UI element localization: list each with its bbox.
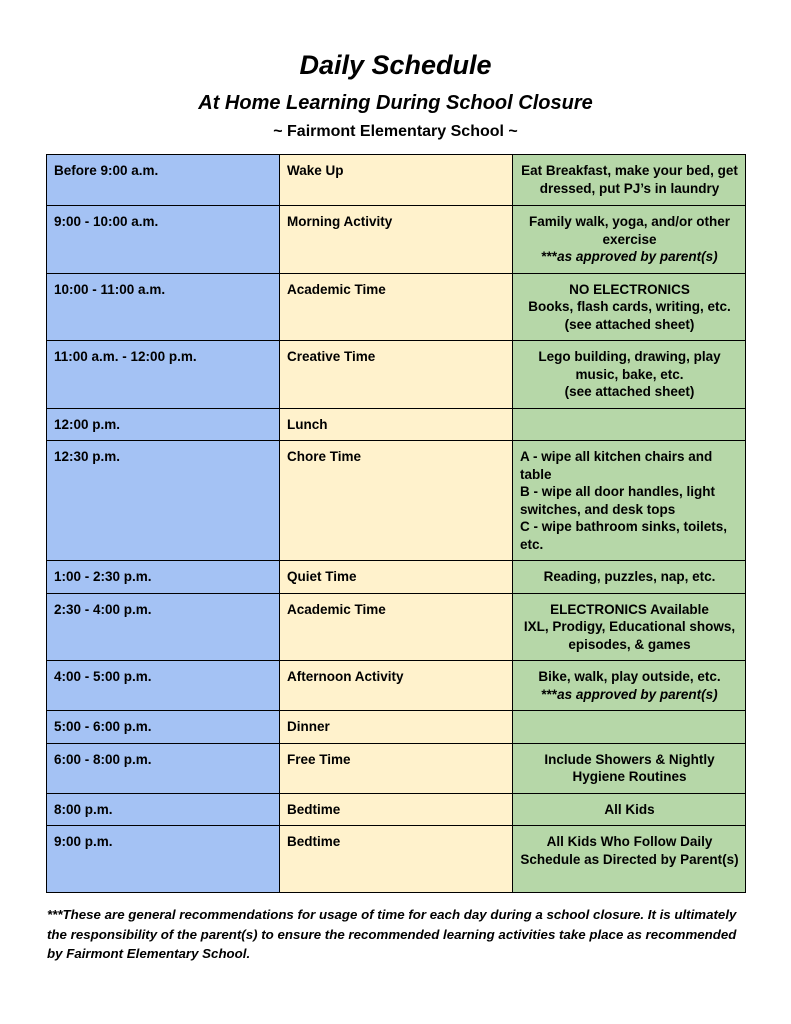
description-line: Lego building, drawing, play music, bake, etc. <box>538 349 721 382</box>
table-row <box>47 711 746 744</box>
table-row <box>47 155 746 206</box>
table-row <box>47 593 746 661</box>
time-cell: 5:00 - 6:00 p.m. <box>47 711 280 744</box>
description-line: (see attached sheet) <box>564 384 695 399</box>
description-cell <box>513 826 746 893</box>
note-prefix: *** <box>541 249 558 264</box>
description-line: (see attached sheet) <box>564 316 695 332</box>
time-cell: 8:00 p.m. <box>47 793 280 826</box>
school-name: ~ Fairmont Elementary School ~ <box>273 123 518 140</box>
activity-cell: Dinner <box>280 711 513 744</box>
activity-cell: Free Time <box>280 743 513 793</box>
table-row <box>47 661 746 711</box>
description-cell <box>513 273 746 341</box>
page-title: Daily Schedule <box>299 50 492 80</box>
description-cell <box>513 593 746 661</box>
activity-cell: Morning Activity <box>280 206 513 274</box>
description-line: Reading, puzzles, nap, etc. <box>543 569 716 584</box>
description-cell <box>513 155 746 206</box>
table-row <box>47 206 746 274</box>
table-row <box>47 561 746 594</box>
activity-cell: Academic Time <box>280 593 513 661</box>
note-text: as approved by parent(s) <box>557 249 718 264</box>
page-subtitle: At Home Learning During School Closure <box>198 92 593 114</box>
time-cell: 4:00 - 5:00 p.m. <box>47 661 280 711</box>
description-line: B - wipe all door handles, light switches, and desk tops <box>520 484 716 517</box>
schedule-table <box>46 154 746 893</box>
time-cell: 9:00 - 10:00 a.m. <box>47 206 280 274</box>
time-cell: 10:00 - 11:00 a.m. <box>47 273 280 341</box>
description-cell <box>513 711 746 744</box>
description-cell <box>513 561 746 594</box>
time-cell: 11:00 a.m. - 12:00 p.m. <box>47 341 280 409</box>
description-line: All Kids <box>604 801 655 817</box>
approval-note <box>520 248 739 266</box>
description-line: All Kids Who Follow Daily Schedule as Directed by Parent(s) <box>520 834 739 867</box>
activity-cell: Bedtime <box>280 826 513 893</box>
table-row <box>47 826 746 893</box>
approval-note <box>520 686 739 704</box>
time-cell: 9:00 p.m. <box>47 826 280 893</box>
table-row <box>47 793 746 826</box>
time-cell: 6:00 - 8:00 p.m. <box>47 743 280 793</box>
description-cell <box>513 408 746 441</box>
table-row <box>47 341 746 409</box>
time-cell: 2:30 - 4:00 p.m. <box>47 593 280 661</box>
description-line: IXL, Prodigy, Educational shows, episodes, & games <box>523 619 736 652</box>
description-line: Include Showers & Nightly Hygiene Routines <box>544 751 715 784</box>
activity-cell: Afternoon Activity <box>280 661 513 711</box>
footnote: ***These are general recommendations for usage of time for each day during a school closure. It is ultimately the responsibility of the parent(s) to ensure the recommended learning activities take place as recommended by Fairmont Elementary School. <box>47 907 737 961</box>
description-line: Books, flash cards, writing, etc. <box>528 299 731 314</box>
note-prefix: *** <box>541 686 558 702</box>
description-line: A - wipe all kitchen chairs and table <box>520 449 713 482</box>
description-line: Bike, walk, play outside, etc. <box>538 669 721 684</box>
activity-cell: Bedtime <box>280 793 513 826</box>
activity-cell: Creative Time <box>280 341 513 409</box>
description-line: C - wipe bathroom sinks, toilets, etc. <box>520 519 728 552</box>
activity-cell: Wake Up <box>280 155 513 206</box>
description-cell <box>513 793 746 826</box>
description-line: NO ELECTRONICS <box>569 281 690 297</box>
time-cell: Before 9:00 a.m. <box>47 155 280 206</box>
description-line: Eat Breakfast, make your bed, get dressed, put PJ’s in laundry <box>521 163 738 196</box>
description-cell <box>513 661 746 711</box>
activity-cell: Lunch <box>280 408 513 441</box>
table-row <box>47 743 746 793</box>
table-row <box>47 441 746 561</box>
time-cell: 1:00 - 2:30 p.m. <box>47 561 280 594</box>
description-line: Family walk, yoga, and/or other exercise <box>528 214 731 247</box>
time-cell: 12:30 p.m. <box>47 441 280 561</box>
description-line: ELECTRONICS Available <box>550 601 709 617</box>
activity-cell: Quiet Time <box>280 561 513 594</box>
activity-cell: Chore Time <box>280 441 513 561</box>
activity-cell: Academic Time <box>280 273 513 341</box>
description-cell <box>513 441 746 561</box>
description-cell <box>513 206 746 274</box>
note-text: as approved by parent(s) <box>557 686 718 702</box>
description-cell <box>513 743 746 793</box>
description-cell <box>513 341 746 409</box>
table-row <box>47 408 746 441</box>
time-cell: 12:00 p.m. <box>47 408 280 441</box>
table-row <box>47 273 746 341</box>
